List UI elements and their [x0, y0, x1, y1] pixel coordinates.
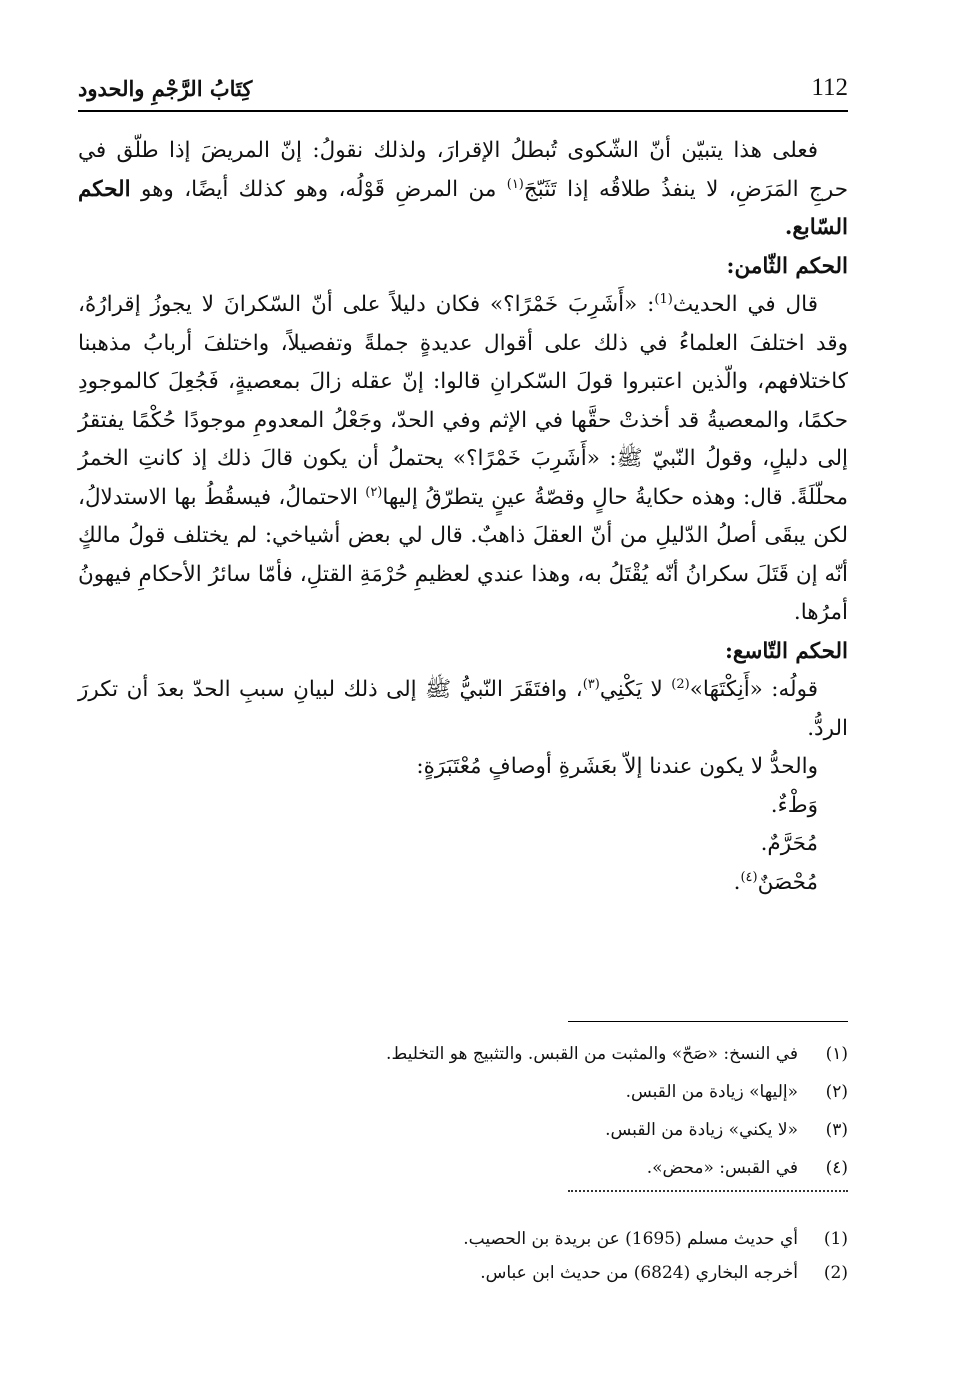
page-header	[78, 72, 848, 108]
footnote-number: (2)	[823, 1263, 848, 1283]
inline-heading: الحكم السّابع.	[78, 176, 848, 240]
header-rule	[78, 110, 848, 112]
footnote-text: أي حديث مسلم (1695) عن بريدة بن الحصيب.	[463, 1229, 798, 1249]
paragraph-3: قولُه: «أَنِكْتَهَا»$^{(2)}$ لا يَكْنِي$^{(٣)}$، وافتَقَرَ النّبيُّ ﷺ إلى ذلك لبيانِ سببِ الحدّ بعدَ أن تكررَ الردُّ.	[78, 676, 848, 741]
list-item-1: وَطْءٌ.	[770, 792, 818, 818]
footnote-item	[78, 1222, 848, 1256]
footnote-rule	[568, 1021, 848, 1022]
footnote-number: (٣)	[825, 1120, 848, 1140]
footnote-item	[78, 1073, 848, 1111]
footnote-text: «إليها» زيادة من القبس.	[625, 1082, 798, 1102]
footnote-text: أخرجه البخاري (6824) من حديث ابن عباس.	[480, 1263, 798, 1283]
paragraph-4: والحدُّ لا يكون عندنا إلاّ بعَشَرةِ أوصافٍ مُعْتَبَرَةٍ:	[416, 754, 818, 779]
footnote-item	[78, 1256, 848, 1290]
paragraph-2: قال في الحديث$^{(1)}$: «أَشَرِبَ خَمْرًا؟» فكان دليلاً على أنّ السّكرانَ لا يجوزُ إقرارُهُ، وقد اختلفَ العلماءُ في ذلك على أقوال عديدةٍ جملةً وتفصيلاً، واختلفَ أربابُ مذهبنا كاختلافهم، والّذين اعتبروا قولَ السّكرانِ قالوا: إنّ عقله زالَ بمعصيةٍ، فَجُعِلَ كالموجودِ حكمًا، والمعصيةُ قد أخذتْ حقَّها في الإثم وفي الحدّ، وجَعْلُ المعدومِ موجودًا حُكْمًا يفتقرُ إلى دليلٍ، وقولُ النّبيّ ﷺ: «أَشَرِبَ خَمْرًا؟» يحتملُ أن يكون قالَ ذلك إذ كانتِ الخمرُ محلّلَةً. قال: وهذه حكايةُ حالٍ وقصّةُ عينٍ يتطرّقُ إليها$^{(٢)}$ الاحتمالُ، فيسقُطُ بها الاستدلالُ، لكن يبقَى أصلُ الدّليلِ من أنّ العقلَ ذاهبٌ. قال لي بعض أشياخي: لم يختلف قولُ مالكٍ أنّه إن قَتَلَ سكرانُ أنّه يُقْتَلُ به، وهذا عندي لعظيمِ حُرْمَةِ القتلِ، فأمّا سائرُ الأحكامِ فيهونُ أمرُها.	[78, 291, 848, 625]
list-item-2: مُحَرَّمٌ.	[760, 831, 818, 856]
footnote-ref: (٢)	[365, 484, 383, 500]
hadith-footnotes	[78, 1222, 848, 1290]
running-title: كِتَابُ الرَّجْمِ والحدود	[78, 76, 253, 101]
dotted-separator	[568, 1190, 848, 1196]
footnote-ref: (١)	[506, 176, 524, 192]
footnote-number: (١)	[825, 1044, 848, 1064]
footnote-item	[78, 1111, 848, 1149]
footnote-item	[78, 1149, 848, 1187]
footnote-text: في النسخ: «صَحّ» والمثبت من القبس. والتثبيج هو التخليط.	[386, 1044, 798, 1064]
footnote-number: (٢)	[825, 1082, 848, 1102]
footnote-text: في القبس: «محض».	[646, 1158, 798, 1178]
footnote-number: (٤)	[825, 1158, 848, 1178]
section-heading-9: الحكم التّاسع:	[724, 638, 848, 664]
footnote-number: (1)	[823, 1229, 848, 1249]
paragraph-1: فعلى هذا يتبيّن أنّ الشّكوى تُبطلُ الإقرارَ، ولذلك نقولُ: إنّ المريضَ إذا طلّق في حرجِ المَرَضِ، لا ينفذُ طلاقُه إذا تَثَبّجَ$^{(١)}$ من المرضِ قَوْلُه، وهو كذلك أيضًا، وهو الحكم السّابع.	[78, 138, 848, 240]
editor-footnotes	[78, 1035, 848, 1187]
footnote-ref: (٤)	[740, 869, 758, 885]
section-heading-8: الحكم الثّامن:	[726, 253, 848, 279]
footnote-ref: (٣)	[582, 676, 600, 692]
footnote-item	[78, 1035, 848, 1073]
footnote-text: «لا يكني» زيادة من القبس.	[605, 1120, 798, 1140]
footnote-ref: (1)	[654, 291, 673, 307]
footnote-ref: (2)	[671, 676, 690, 692]
page-number: 112	[811, 74, 848, 101]
list-item-3: مُحْصَنٌ$^{(٤)}$.	[733, 869, 818, 895]
main-text	[78, 132, 848, 902]
